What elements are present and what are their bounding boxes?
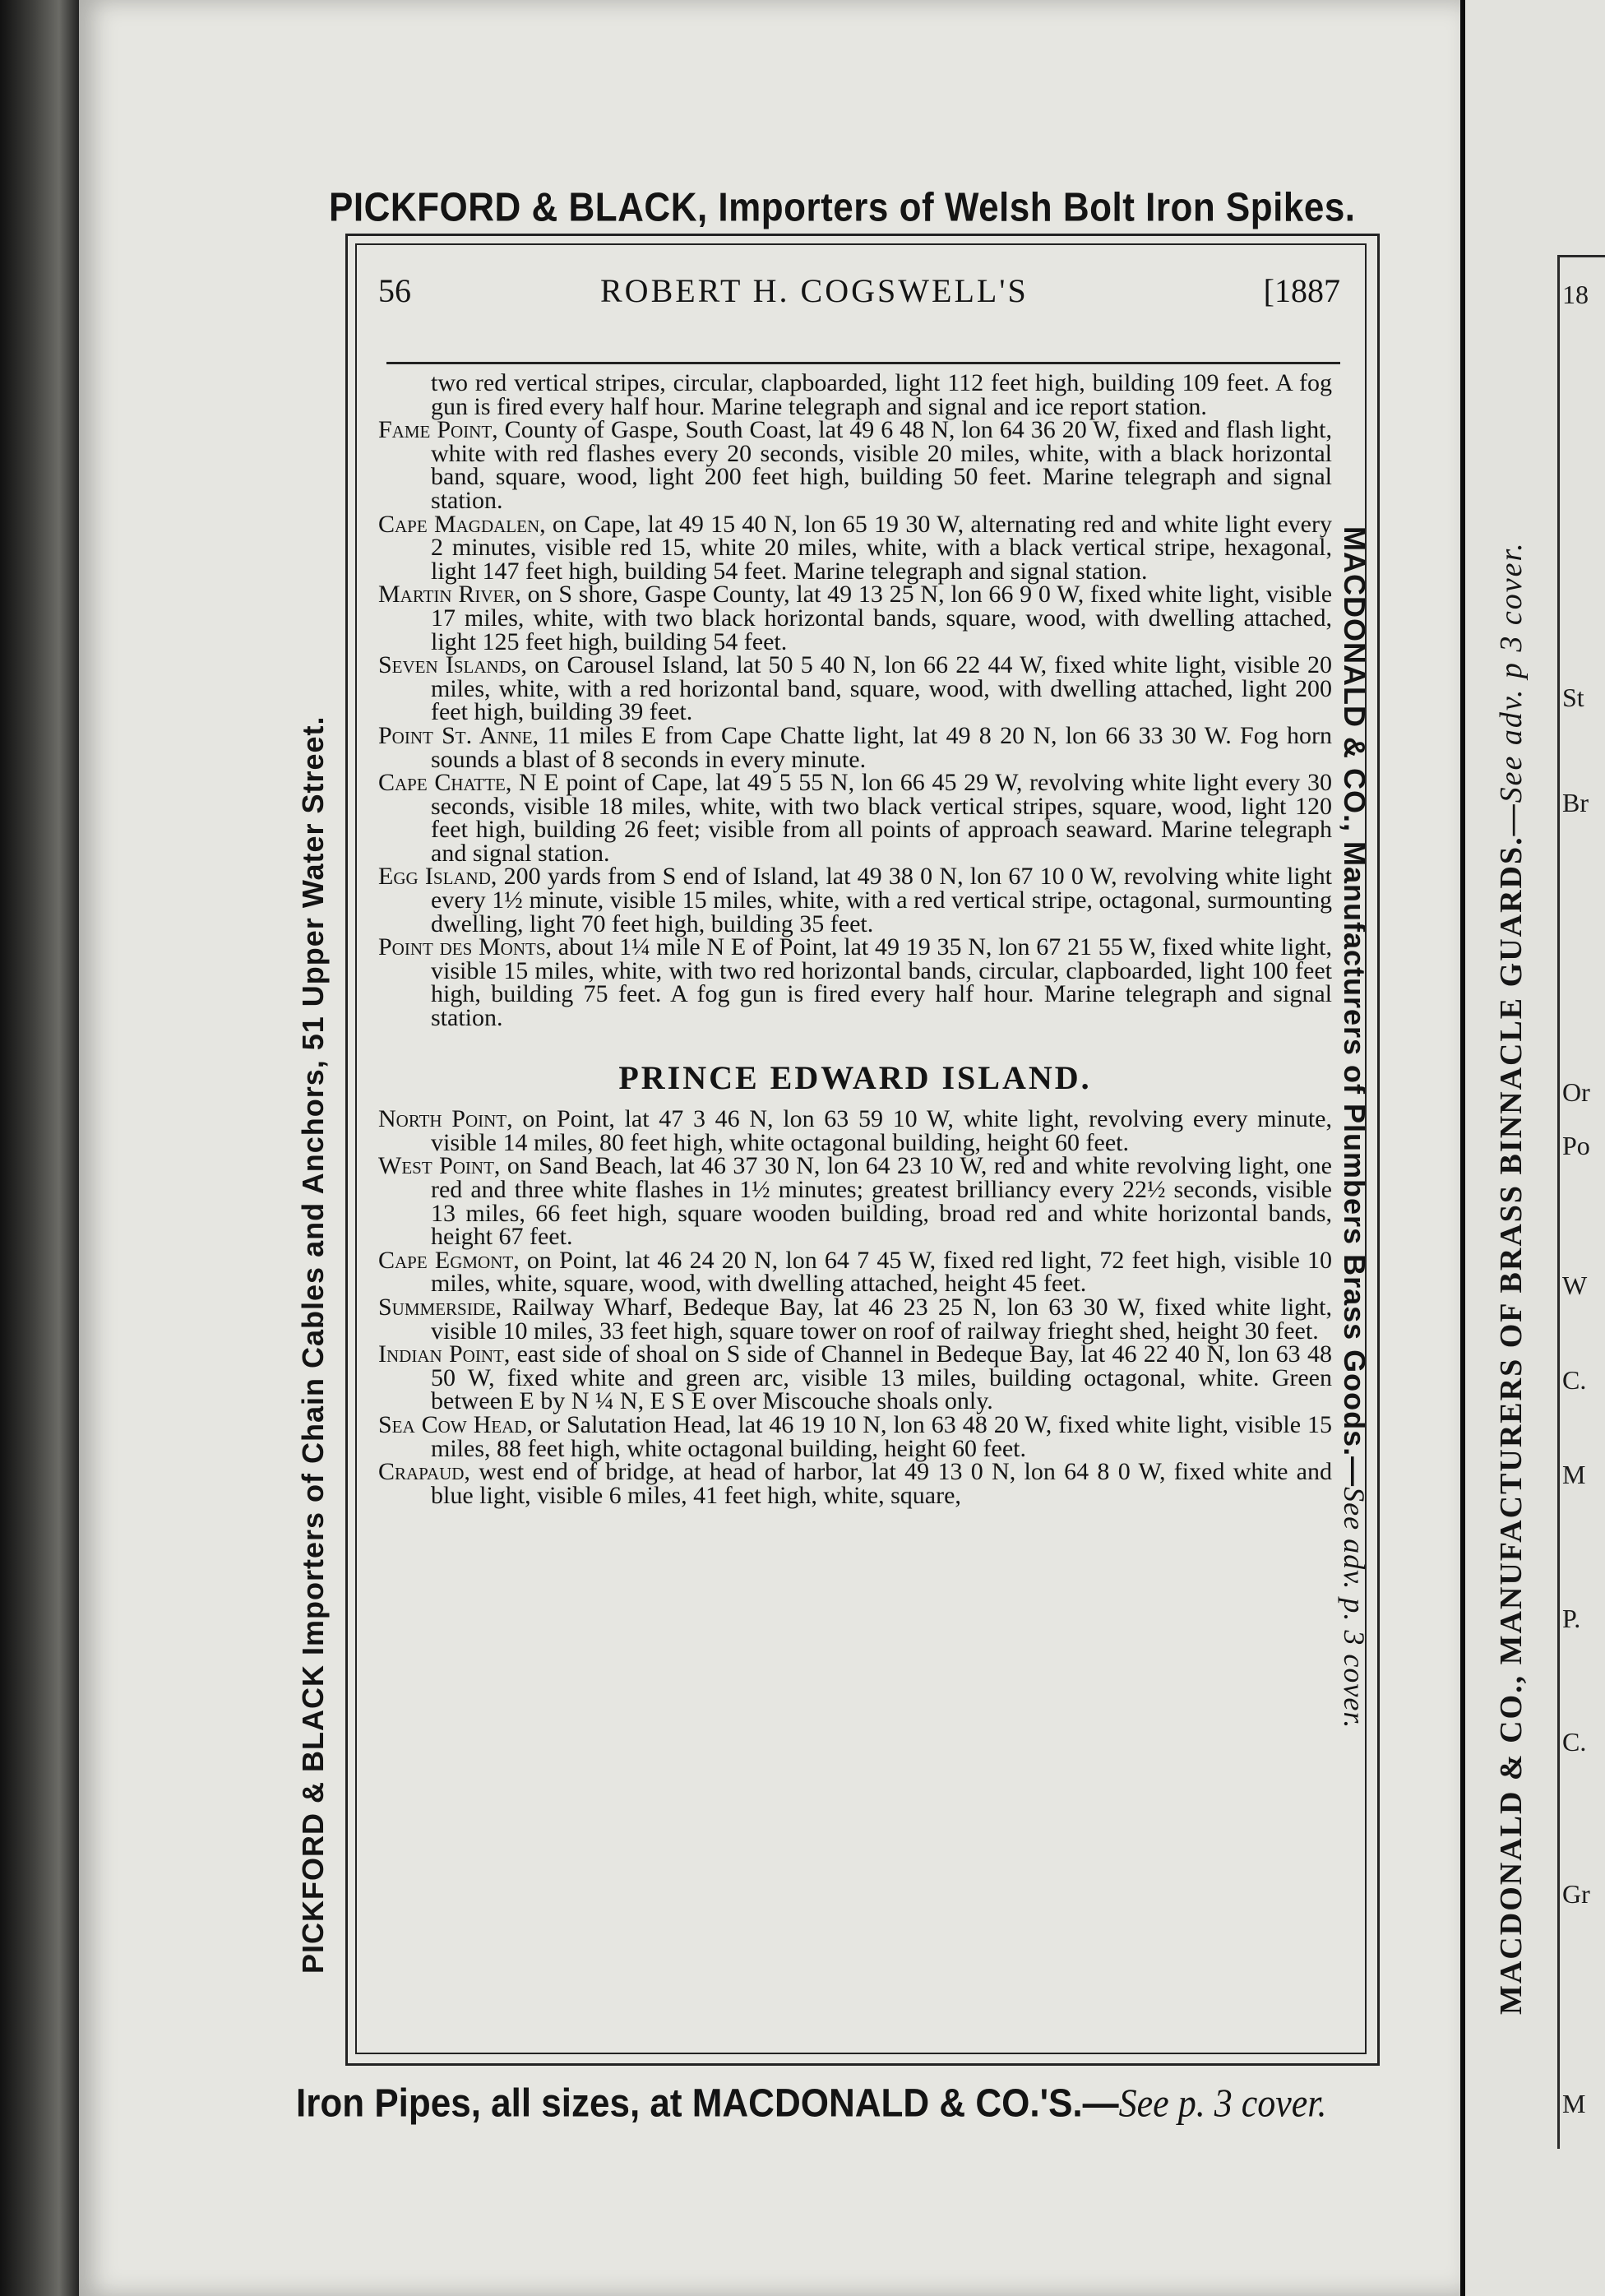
lighthouse-entry	[378, 583, 1332, 654]
entry-name: Fame Point,	[378, 416, 498, 444]
page-year: [1887	[1263, 272, 1340, 309]
top-advertisement-banner: PICKFORD & BLACK, Importers of Welsh Bolt Iron Spikes.	[329, 185, 1356, 230]
entry-text: west end of bridge, at head of harbor, lat 49 13 0 N, lon 64 8 0 W, fixed white and blue light, visible 6 miles, 41 feet high, white, square,	[431, 1458, 1332, 1509]
entry-name: West Point,	[378, 1152, 501, 1180]
bottom-banner-main: Iron Pipes, all sizes, at MACDONALD & CO.'S.—	[296, 2081, 1119, 2126]
entry-text: on Point, lat 47 3 46 N, lon 63 59 10 W, white light, revolving every minute, visible 14 miles, 80 feet high, white octagonal building, height 60 feet.	[431, 1105, 1332, 1156]
next-page-fragment: W	[1562, 1271, 1588, 1300]
next-page-fragment: C.	[1562, 1727, 1587, 1757]
lighthouse-entry	[378, 771, 1332, 865]
entry-name: Indian Point,	[378, 1340, 511, 1368]
next-page-fragment: Or	[1562, 1077, 1590, 1107]
running-header	[378, 271, 1340, 321]
entry-name: Summerside,	[378, 1293, 502, 1321]
next-vertical-main: MACDONALD & CO., MANUFACTURERS OF BRASS BINNACLE GUARDS.—	[1494, 803, 1529, 2015]
section-heading: PRINCE EDWARD ISLAND.	[618, 1058, 1092, 1096]
entry-name: Egg Island,	[378, 863, 497, 891]
lighthouse-entry	[378, 651, 1333, 726]
header-rule	[386, 362, 1340, 364]
bottom-advertisement-banner	[296, 2080, 1365, 2126]
entry-name: Cape Chatte,	[378, 769, 512, 797]
lighthouse-entry	[378, 1460, 1332, 1507]
entry-name: Sea Cow Head,	[378, 1410, 533, 1438]
lighthouse-entry	[378, 1410, 1332, 1462]
lighthouse-entry	[378, 1105, 1332, 1156]
lighthouse-entry	[378, 721, 1332, 773]
next-page-fragment: St	[1562, 683, 1584, 712]
entry-text: on Point, lat 46 24 20 N, lon 64 7 45 W, fixed red light, 72 feet high, visible 10 miles, white, square, wood, with dwelling attached, height 45 feet.	[431, 1246, 1332, 1298]
entry-text: on S shore, Gaspe County, lat 49 13 25 N, lon 66 9 0 W, fixed white light, visible 17 miles, white, with two black horizontal bands, square, wood, with dwelling attached, light 125 feet high, building 54 feet.	[431, 581, 1333, 655]
left-advertisement-banner: PICKFORD & BLACK Importers of Chain Cables and Anchors, 51 Upper Water Street.	[296, 715, 330, 1974]
entry-text: Railway Wharf, Bedeque Bay, lat 46 23 25 N, lon 63 30 W, fixed white light, visible 10 miles, 33 feet high, square tower on roof of railway frieght shed, height 30 feet.	[431, 1293, 1332, 1345]
entry-name: Point St. Anne,	[378, 721, 539, 749]
lighthouse-entry	[378, 510, 1332, 585]
entry-name: Cape Magdalen,	[378, 510, 546, 538]
entry-text: N E point of Cape, lat 49 5 55 N, lon 66 45 29 W, revolving white light every 30 seconds, visible 18 miles, white, with two black vertical stripes, square, wood, light 120 feet high, building 26 feet; visible from all points of approach seaward. Marine telegraph and signal station.	[431, 769, 1332, 867]
lighthouse-entry	[378, 416, 1332, 514]
entry-text: two red vertical stripes, circular, clapboarded, light 112 feet high, building 109 feet. A fog gun is fired every half hour. Marine telegraph and signal and ice report station.	[431, 369, 1332, 420]
entry-name: North Point,	[378, 1105, 513, 1133]
entry-text: 200 yards from S end of Island, lat 49 38 0 N, lon 67 10 0 W, revolving white light every 1½ minute, visible 15 miles, white, with a red vertical stripe, octagonal, surmounting dwelling, light 70 feet high, building 35 feet.	[431, 863, 1332, 937]
lighthouse-entry	[378, 1152, 1332, 1251]
page-number: 56	[378, 272, 411, 309]
lighthouse-entry	[378, 1246, 1332, 1298]
lighthouse-entry	[378, 933, 1332, 1032]
page-title: ROBERT H. COGSWELL'S	[600, 272, 1029, 309]
next-page-frame	[1557, 255, 1605, 2149]
entry-text: on Cape, lat 49 15 40 N, lon 65 19 30 W, alternating red and white light every 2 minutes, visible red 15, white 20 miles, white, with a black vertical stripe, hexagonal, light 147 feet high, building 54 feet. Marine telegraph and signal station.	[431, 510, 1332, 585]
bottom-banner-italic: See p. 3 cover.	[1118, 2081, 1327, 2126]
entry-name: Seven Islands,	[378, 651, 528, 679]
right-banner-main: MACDONALD & CO., Manufacturers of Plumbers Brass Goods.—	[1338, 526, 1371, 1488]
entry-text: or Salutation Head, lat 46 19 10 N, lon 63 48 20 W, fixed white light, visible 15 miles, 88 feet high, white octagonal building, height 60 feet.	[431, 1410, 1332, 1462]
entry-text: on Carousel Island, lat 50 5 40 N, lon 66 22 44 W, fixed white light, visible 20 miles, white, with a red horizontal band, square, wood, with dwelling attached, light 200 feet high, building 39 feet.	[431, 651, 1333, 726]
entry-text: County of Gaspe, South Coast, lat 49 6 48 N, lon 64 36 20 W, fixed and flash light, white with red flashes every 20 seconds, visible 20 miles, white, with a black horizontal band, square, wood, light 200 feet high, building 50 feet. Marine telegraph and signal station.	[431, 416, 1332, 514]
entry-text: 11 miles E from Cape Chatte light, lat 49 8 20 N, lon 66 33 30 W. Fog horn sounds a blast of 8 seconds in every minute.	[431, 721, 1332, 773]
page-body	[378, 369, 1333, 1509]
entry-text: east side of shoal on S side of Channel in Bedeque Bay, lat 46 22 40 N, lon 63 48 50 W, fixed white and green arc, visible 13 miles, building octagonal, white. Green between E by N ¼ N, E S E over Miscouche shoals only.	[431, 1340, 1332, 1415]
next-page-fragment: Po	[1562, 1131, 1590, 1160]
entry-text: about 1¼ mile N E of Point, lat 49 19 35 N, lon 67 21 55 W, fixed white light, visible 15 miles, white, with two red horizontal bands, circular, clapboarded, light 100 feet high, building 75 feet. A fog gun is fired every half hour. Marine telegraph and signal station.	[431, 933, 1332, 1032]
next-vertical-italic: See adv. p 3 cover.	[1494, 541, 1529, 803]
lighthouse-entry	[378, 865, 1332, 936]
next-page-fragment: M	[1562, 2089, 1586, 2118]
right-banner-italic: See adv. p. 3 cover.	[1338, 1487, 1371, 1729]
entry-name: Cape Egmont,	[378, 1246, 520, 1274]
next-page-fragment: M	[1562, 1460, 1586, 1489]
next-page-fragment: C.	[1562, 1365, 1587, 1395]
lighthouse-entry	[378, 1340, 1332, 1415]
next-page-fragment: Gr	[1562, 1879, 1590, 1909]
entry-name: Point des Monts,	[378, 933, 553, 961]
next-page-fragment: 18	[1562, 280, 1589, 309]
next-page-fragment: Br	[1562, 788, 1589, 817]
book-spine-edge	[0, 0, 79, 2296]
next-page-vertical-banner	[1493, 535, 1543, 2015]
lighthouse-entry	[378, 369, 1332, 420]
entry-name: Crapaud,	[378, 1458, 470, 1486]
entry-text: on Sand Beach, lat 46 37 30 N, lon 64 23 10 W, red and white revolving light, one red and three white flashes in 1½ minutes; greatest brilliancy every 22½ seconds, visible 13 miles, 66 feet high, square wooden building, broad red and white horizontal bands, height 67 feet.	[431, 1152, 1332, 1251]
entry-name: Martin River,	[378, 581, 521, 609]
lighthouse-entry	[378, 1293, 1332, 1345]
next-page-fragment: P.	[1562, 1604, 1581, 1633]
